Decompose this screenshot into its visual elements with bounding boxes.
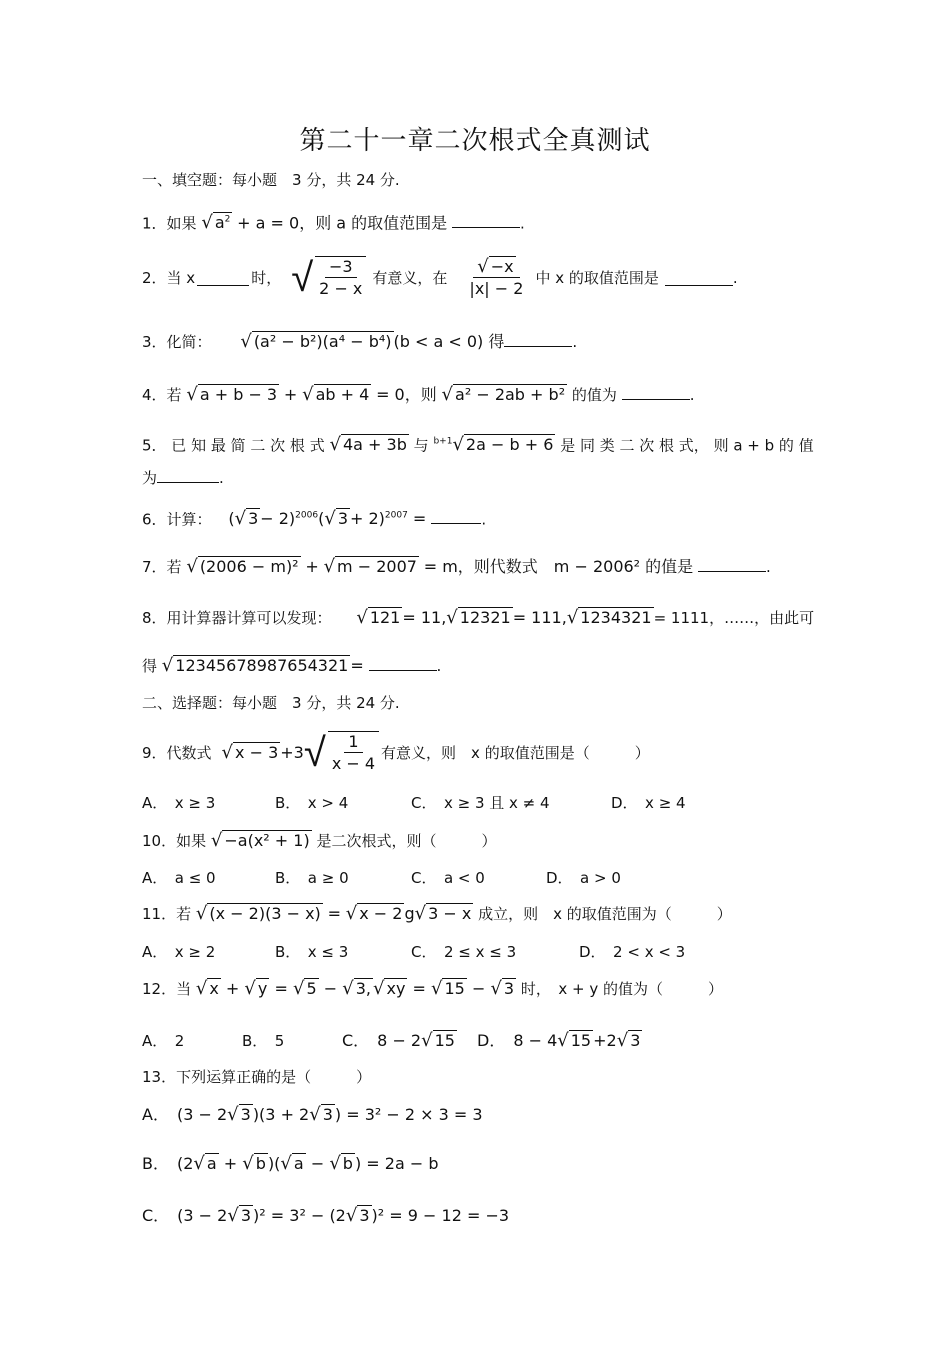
answer-blank[interactable] bbox=[698, 557, 766, 572]
fraction: $\frac{-3}{2 - x}$ bbox=[315, 256, 366, 300]
question-6: 6．计算： (√ 3 − 2)$^{2006}$(√ 3 + 2)$^{2007}$ = . bbox=[142, 508, 487, 530]
option-c[interactable]: C． 8 − 2√ 15 bbox=[342, 1030, 455, 1051]
option-a[interactable]: A． a ≤ 0 bbox=[142, 869, 216, 887]
option-c[interactable]: C． x ≥ 3 且 x ≠ 4 bbox=[411, 794, 550, 812]
option-a[interactable]: A． 2 bbox=[142, 1032, 185, 1050]
option-b[interactable]: B． 5 bbox=[242, 1032, 285, 1050]
question-2: 2．当 x 时， √ $\frac{-3}{2 - x}$ 有意义，在 $\frac{√ -x}{|x| - 2}$ 中 x 的取值范围是 . bbox=[142, 255, 738, 301]
option-b[interactable]: B． a ≥ 0 bbox=[275, 869, 349, 887]
answer-blank[interactable] bbox=[622, 385, 690, 400]
option-c[interactable]: C． a < 0 bbox=[411, 869, 485, 887]
section-multiple-choice: 二、选择题：每小题 3 分，共 24 分. bbox=[142, 694, 400, 712]
question-10: 10．如果 √ −a(x² + 1) 是二次根式，则（ ） bbox=[142, 830, 497, 851]
question-11-options bbox=[142, 942, 810, 962]
answer-blank[interactable] bbox=[197, 271, 249, 286]
option-b[interactable]: B． (2√ a + √ b )(√ a − √ b ) = 2a − b bbox=[142, 1153, 439, 1174]
question-10-options bbox=[142, 868, 810, 888]
question-11: 11．若 √ (x − 2)(3 − x) = √ x − 2 g√ 3 − x 成立，则 x 的取值范围为（ ） bbox=[142, 903, 732, 924]
question-9: 9．代数式 √ x − 3 +3 √ $\frac{1}{x - 4}$ 有意义，则 x 的取值范围是（ ） bbox=[142, 730, 650, 776]
answer-blank[interactable] bbox=[431, 509, 481, 524]
option-d[interactable]: D． x ≥ 4 bbox=[611, 794, 686, 812]
option-d[interactable]: D． a > 0 bbox=[546, 869, 621, 887]
question-9-options bbox=[142, 793, 810, 813]
answer-blank[interactable] bbox=[504, 332, 572, 347]
question-5-cont: 为 . bbox=[142, 469, 224, 487]
question-12-options bbox=[142, 1031, 810, 1051]
option-d[interactable]: D． 8 − 4√ 15 +2√ 3 bbox=[477, 1030, 641, 1051]
question-1: 1．如果 √ $a^2 + a = 0$，则 a 的取值范围是 . bbox=[142, 212, 525, 234]
question-5: 5． 已 知 最 简 二 次 根 式 √ 4a + 3b 与 $^{b+1}$√ 2a − b + 6 是 同 类 二 次 根 式， 则 a + b 的 值 bbox=[142, 434, 814, 456]
option-a[interactable]: A． x ≥ 3 bbox=[142, 794, 216, 812]
question-12: 12．当 √ x + √ y = √ 5 − √ 3, √ xy = √ 15 − √ 3 时， x + y 的值为（ ） bbox=[142, 978, 724, 999]
question-3: 3．化简： √ (a² − b²)(a⁴ − b⁴) (b < a < 0) 得 . bbox=[142, 331, 578, 352]
answer-blank[interactable] bbox=[665, 271, 733, 286]
option-a[interactable]: A． x ≥ 2 bbox=[142, 943, 216, 961]
sqrt-expr: √ $a^2$ bbox=[201, 212, 231, 234]
page-title: 第二十一章二次根式全真测试 bbox=[299, 126, 651, 156]
question-8-cont: 得 √ 12345678987654321 = . bbox=[142, 655, 442, 676]
option-b[interactable]: B． x ≤ 3 bbox=[275, 943, 349, 961]
question-8: 8．用计算器计算可以发现： √ 121 = 11,√ 12321 = 111,√ 1234321 = 1111，……，由此可 bbox=[142, 607, 815, 628]
option-c[interactable]: C． 2 ≤ x ≤ 3 bbox=[411, 943, 517, 961]
answer-blank[interactable] bbox=[157, 468, 219, 483]
question-4: 4．若 √ a + b − 3 + √ ab + 4 = 0，则 √ a² − 2ab + b² 的值为 . bbox=[142, 384, 695, 405]
option-c[interactable]: C． (3 − 2√ 3 )² = 3² − (2√ 3 )² = 9 − 12 = −3 bbox=[142, 1205, 510, 1226]
section-fill-blank: 一、填空题：每小题 3 分，共 24 分. bbox=[142, 171, 400, 189]
option-a[interactable]: A． (3 − 2√ 3 )(3 + 2√ 3 ) = 3² − 2 × 3 = 3 bbox=[142, 1104, 483, 1125]
option-b[interactable]: B． x > 4 bbox=[275, 794, 349, 812]
fraction: $\frac{√ -x}{|x| - 2}$ bbox=[469, 255, 524, 298]
answer-blank[interactable] bbox=[369, 656, 437, 671]
answer-blank[interactable] bbox=[452, 213, 520, 228]
question-13: 13．下列运算正确的是（ ） bbox=[142, 1068, 372, 1086]
question-7: 7．若 √ (2006 − m)² + √ m − 2007 = m，则代数式 m − 2006² 的值是 . bbox=[142, 556, 771, 577]
option-d[interactable]: D． 2 < x < 3 bbox=[579, 943, 686, 961]
